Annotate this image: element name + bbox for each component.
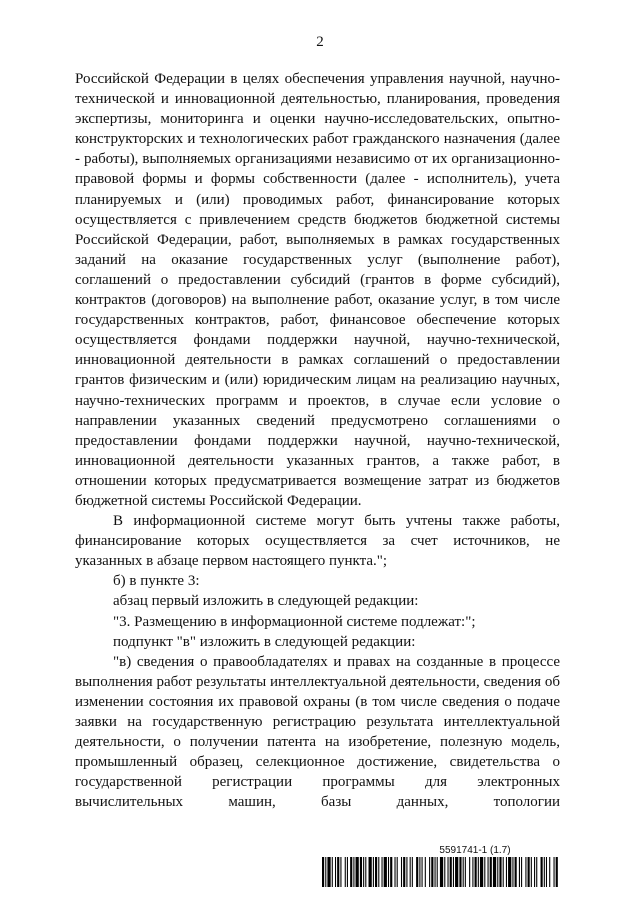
barcode-bar (475, 857, 477, 887)
barcode-bar (378, 857, 379, 887)
barcode-bar (425, 857, 426, 887)
barcode-bar (325, 857, 326, 887)
page-number: 2 (316, 34, 324, 50)
barcode-bar (512, 857, 513, 887)
barcode-bar (340, 857, 341, 887)
barcode-bar (337, 857, 339, 887)
barcode-bar (382, 857, 383, 887)
document-code: 5591741-1 (1.7) (439, 845, 511, 856)
paragraph: б) в пункте 3: (113, 573, 200, 590)
barcode-bar (488, 857, 489, 887)
barcode-bar (508, 857, 511, 887)
barcode-bar (463, 857, 464, 887)
barcode-bar (353, 857, 354, 887)
barcode-bar (556, 857, 558, 887)
barcode-bar (490, 857, 492, 887)
paragraph: В информационной системе могут быть учтены также работы, финансирование которых осуществляется за счет источников, не указанных в абзаце первом настоящего пункта."; (75, 513, 560, 570)
barcode-bar (531, 857, 532, 887)
barcode-bar (541, 857, 543, 887)
barcode-bar (440, 857, 443, 887)
barcode-bar (506, 857, 507, 887)
barcode-bar (410, 857, 411, 887)
barcode-bar (478, 857, 479, 887)
barcode-bar (469, 857, 470, 887)
barcode-bar (536, 857, 537, 887)
barcode-bar (431, 857, 433, 887)
barcode-bar (403, 857, 405, 887)
paragraph: подпункт "в" изложить в следующей редакции: (113, 633, 416, 650)
barcode-bar (447, 857, 448, 887)
barcode-bar (397, 857, 398, 887)
barcode-bar (388, 857, 389, 887)
barcode-bar (365, 857, 366, 887)
barcode-bar (390, 857, 392, 887)
barcode-bar (519, 857, 520, 887)
barcode-bar (384, 857, 387, 887)
barcode-bar (484, 857, 485, 887)
barcode-bar (375, 857, 377, 887)
paragraph: Российской Федерации в целях обеспечения управления научной, научно-технической и инновационной деятельностью, планирования, проведения экспертизы, мониторинга и оценки научно-исследовательских, опытно-конструкторских и технологических работ гражданского назначения (далее - работы), выполняемых организациями независимо от их организационно-правовой формы и формы собственности (далее - исполнитель), учета планируемых и (или) проводимых работ, финансирование которых осуществляется с привлечением средств бюджетов бюджетной системы Российской Федерации, работ, выполняемых в рамках государственных заданий на оказание государственных услуг (выполнение работ), соглашений о предоставлении субсидий (грантов в форме субсидий), контрактов (договоров) на выполнение работ, оказание услуг, в том числе государственных контрактов, работ, финансовое обеспечение которых осуществляется фондами поддержки научной, научно-технической, инновационной деятельности в рамках соглашений о предоставлении грантов физическим и (или) юридическим лицам на реализацию научных, научно-технических программ и проектов, в случае если условие о направлении указанных сведений предусмотрено соглашениями о предоставлении фондами поддержки научной, научно-технической, инновационной деятельности указанных грантов, а также работ, в отношении которых предусматривается возмещение затрат из бюджетов бюджетной системы Российской Федерации. (75, 71, 560, 509)
paragraph: "в) сведения о правообладателях и правах на созданные в процессе выполнения работ результаты интеллектуальной деятельности, сведения об изменении состояния их правовой охраны (в том числе сведения о подаче заявки на государственную регистрацию результата интеллектуальной деятельности, о получении патента на изобретение, полезную модель, промышленный образец, селекционное достижение, свидетельства о государственной регистрации программы для электронных вычислительных машин, базы данных, топологии (75, 653, 560, 811)
document-body (75, 69, 560, 812)
barcode-bar (503, 857, 504, 887)
barcode-bar (412, 857, 413, 887)
barcode-bar (549, 857, 550, 887)
barcode-bar (401, 857, 402, 887)
barcode-bar (455, 857, 458, 887)
barcode-bar (429, 857, 430, 887)
barcode-bar (525, 857, 526, 887)
barcode-bar (363, 857, 364, 887)
barcode-bar (521, 857, 522, 887)
barcode-bar (554, 857, 555, 887)
barcode-bar (356, 857, 359, 887)
barcode-bar (422, 857, 423, 887)
barcode-bar (373, 857, 374, 887)
barcode-bar (444, 857, 445, 887)
barcode-bar (369, 857, 372, 887)
barcode-bar (350, 857, 352, 887)
barcode-bar (459, 857, 461, 887)
barcode-bar (437, 857, 438, 887)
barcode-bar (416, 857, 418, 887)
barcode-bar (335, 857, 336, 887)
barcode-image (322, 857, 560, 887)
barcode-bar (322, 857, 324, 887)
barcode-bar (435, 857, 436, 887)
barcode-bar (493, 857, 496, 887)
barcode-bar (419, 857, 420, 887)
barcode-bar (534, 857, 535, 887)
barcode-bar (472, 857, 473, 887)
barcode-bar (453, 857, 454, 887)
barcode-bar (347, 857, 348, 887)
paragraph: абзац первый изложить в следующей редакции: (113, 593, 419, 610)
barcode-bar (360, 857, 362, 887)
barcode-bar (497, 857, 498, 887)
barcode-bar (515, 857, 517, 887)
barcode-bar (465, 857, 466, 887)
barcode-bar (394, 857, 395, 887)
paragraph: "3. Размещению в информационной системе подлежат:"; (113, 613, 476, 630)
barcode-bar (327, 857, 330, 887)
barcode-bar (544, 857, 545, 887)
barcode-bar (450, 857, 452, 887)
barcode-bar (332, 857, 333, 887)
barcode-bar (406, 857, 407, 887)
barcode-bar (480, 857, 483, 887)
barcode-bar (499, 857, 501, 887)
barcode-bar (345, 857, 346, 887)
barcode-bar (546, 857, 547, 887)
barcode-bar (528, 857, 530, 887)
